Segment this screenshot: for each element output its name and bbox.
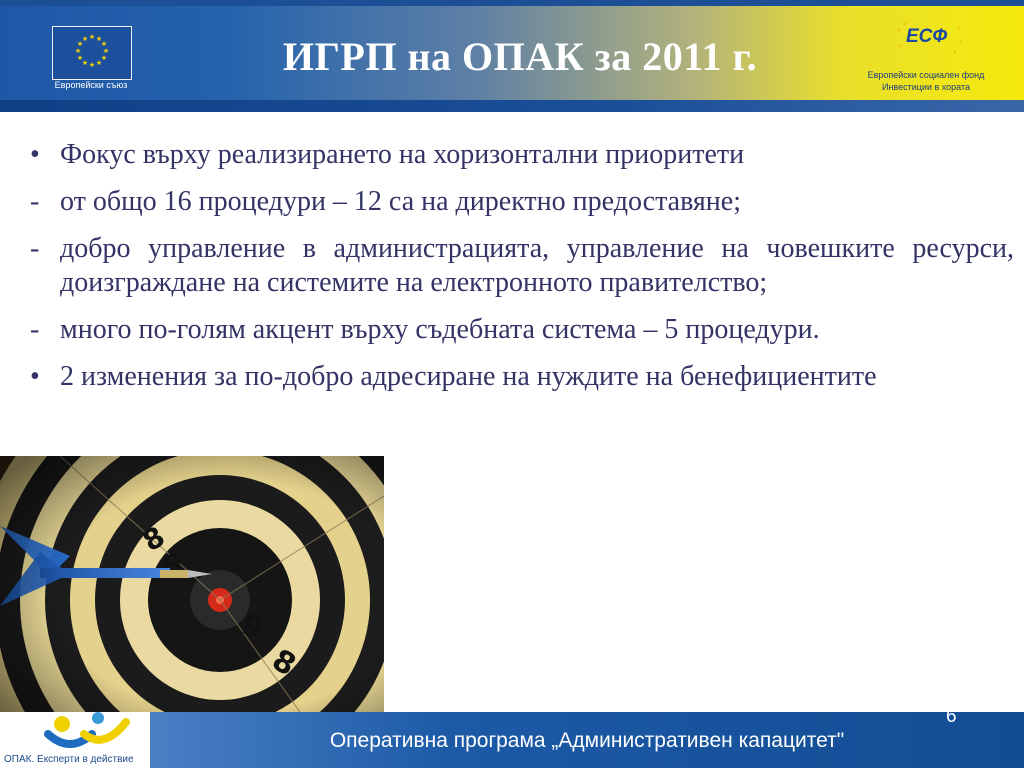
dash-marker: -: [30, 233, 40, 264]
bullet-list: [30, 138, 1014, 407]
slide-title: ИГРП на ОПАК за 2011 г.: [282, 34, 758, 79]
page-number: 6: [946, 706, 957, 727]
dartboard-photo: [0, 456, 384, 712]
list-item: [30, 232, 1014, 300]
dash-marker: -: [30, 314, 40, 345]
svg-text:★: ★: [100, 54, 108, 62]
bullet-marker: •: [30, 139, 40, 170]
header-top-line: [0, 0, 1024, 6]
svg-text:★: ★: [102, 47, 110, 55]
svg-text:★: ★: [88, 33, 96, 41]
list-item: [30, 360, 1014, 394]
esf-caption-line2: Инвестиции в хората: [881, 82, 970, 92]
svg-text:★: ★: [898, 43, 904, 50]
dartboard-icon: [0, 456, 384, 712]
slide-header: [0, 0, 1024, 112]
eu-flag-icon: [52, 26, 132, 80]
svg-text:★: ★: [74, 47, 82, 55]
esf-logo: [862, 22, 990, 100]
header-bottom-line: [0, 100, 1024, 112]
bullet-marker: •: [30, 361, 40, 392]
svg-text:★: ★: [100, 40, 108, 48]
esf-caption-line1: Европейски социален фонд: [867, 70, 985, 80]
eu-logo: [48, 24, 134, 94]
list-item: [30, 185, 1014, 219]
esf-logo-text: ЕСФ: [906, 26, 948, 47]
slide-footer: [0, 712, 1024, 768]
dash-marker: -: [30, 186, 40, 217]
svg-text:★: ★: [76, 54, 84, 62]
list-item-text: 2 изменения за по-добро адресиране на нуждите на бенефициентите: [60, 361, 877, 392]
svg-text:★: ★: [902, 22, 908, 28]
svg-text:★: ★: [81, 35, 89, 43]
eu-stars-icon: [53, 27, 131, 79]
list-item-text: Фокус върху реализирането на хоризонтални приоритети: [60, 139, 745, 170]
opak-logo-icon: [40, 712, 140, 752]
list-item-text: от общо 16 процедури – 12 са на директно предоставяне;: [60, 186, 741, 217]
svg-text:★: ★: [896, 27, 902, 34]
svg-text:★: ★: [95, 35, 103, 43]
svg-text:★: ★: [81, 59, 89, 67]
svg-text:★: ★: [76, 40, 84, 48]
svg-text:★: ★: [956, 25, 962, 32]
program-name: Оперативна програма „Административен капацитет": [329, 729, 845, 752]
list-item-text: добро управление в администрацията, управление на човешките ресурси, доизграждане на системите на електронното правителство;: [60, 233, 1014, 298]
eu-logo-caption: Европейски съюз: [54, 80, 128, 90]
list-item: [30, 138, 1014, 172]
svg-text:★: ★: [958, 39, 964, 46]
svg-text:★: ★: [88, 61, 96, 69]
footer-logo-caption: ОПАК. Експерти в действие: [4, 754, 134, 765]
svg-text:★: ★: [95, 59, 103, 67]
list-item: [30, 313, 1014, 347]
svg-text:★: ★: [952, 49, 958, 56]
list-item-text: много по-голям акцент върху съдебната система – 5 процедури.: [60, 314, 820, 345]
